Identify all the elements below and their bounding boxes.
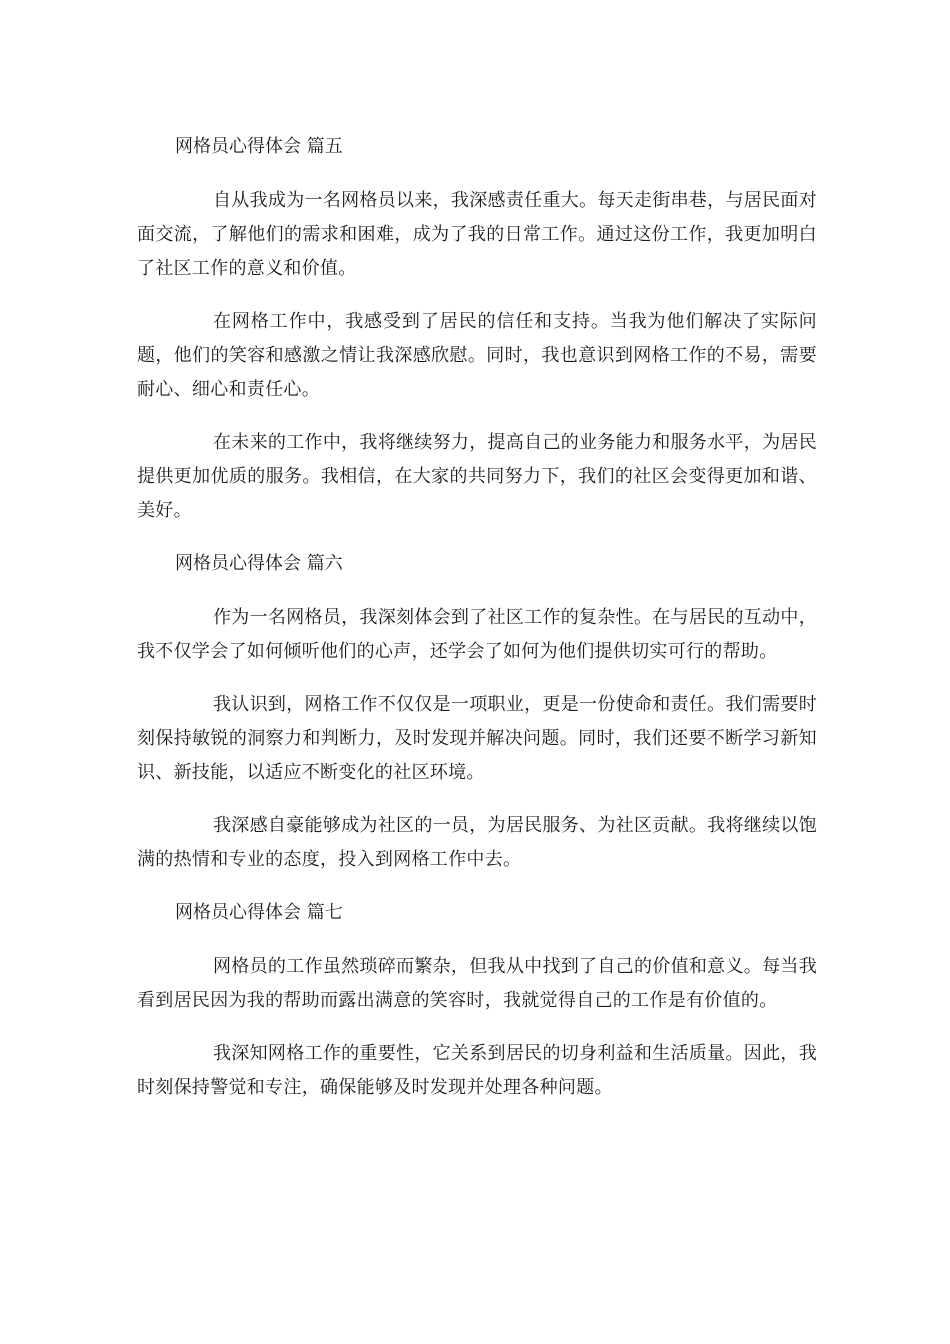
document-body [137, 130, 817, 1124]
section-title: 网格员心得体会 篇七 [175, 902, 343, 923]
paragraph: 在网格工作中，我感受到了居民的信任和支持。当我为他们解决了实际问题，他们的笑容和感激之情让我深感欣慰。同时，我也意识到网格工作的不易，需要耐心、细心和责任心。 [137, 311, 817, 400]
paragraph: 我深感自豪能够成为社区的一员，为居民服务、为社区贡献。我将继续以饱满的热情和专业的态度，投入到网格工作中去。 [137, 815, 817, 870]
paragraph: 我认识到，网格工作不仅仅是一项职业，更是一份使命和责任。我们需要时刻保持敏锐的洞察力和判断力，及时发现并解决问题。同时，我们还要不断学习新知识、新技能，以适应不断变化的社区环境。 [137, 694, 817, 783]
section-7 [137, 896, 817, 1105]
section-6 [137, 547, 817, 877]
paragraph: 作为一名网格员，我深刻体会到了社区工作的复杂性。在与居民的互动中，我不仅学会了如何倾听他们的心声，还学会了如何为他们提供切实可行的帮助。 [137, 607, 817, 662]
paragraph: 网格员的工作虽然琐碎而繁杂，但我从中找到了自己的价值和意义。每当我看到居民因为我的帮助而露出满意的笑容时，我就觉得自己的工作是有价值的。 [137, 956, 817, 1011]
paragraph: 在未来的工作中，我将继续努力，提高自己的业务能力和服务水平，为居民提供更加优质的服务。我相信，在大家的共同努力下，我们的社区会变得更加和谐、美好。 [137, 432, 817, 521]
paragraph: 我深知网格工作的重要性，它关系到居民的切身利益和生活质量。因此，我时刻保持警觉和专注，确保能够及时发现并处理各种问题。 [137, 1043, 817, 1098]
section-title: 网格员心得体会 篇五 [175, 136, 343, 157]
paragraph: 自从我成为一名网格员以来，我深感责任重大。每天走街串巷，与居民面对面交流，了解他们的需求和困难，成为了我的日常工作。通过这份工作，我更加明白了社区工作的意义和价值。 [137, 190, 817, 279]
section-title: 网格员心得体会 篇六 [175, 553, 343, 574]
section-5 [137, 130, 817, 528]
